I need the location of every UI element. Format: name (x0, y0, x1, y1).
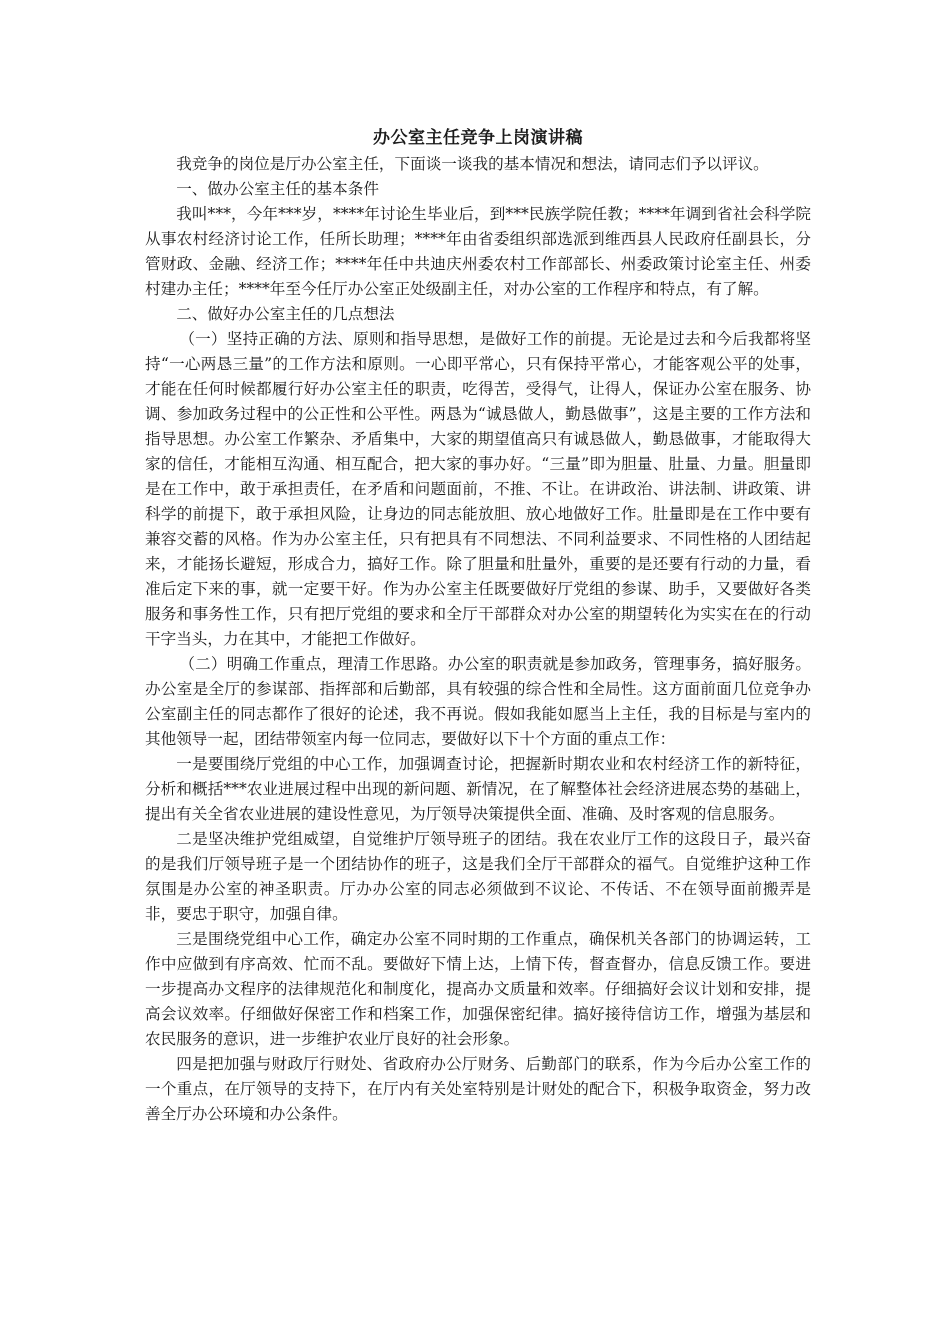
paragraph-method: （一）坚持正确的方法、原则和指导思想，是做好工作的前提。无论是过去和今后我都将坚持“一心两恳三量”的工作方法和原则。一心即平常心，只有保持平常心，才能客观公平的处事，才能在任何时候都履行好办公室主任的职责，吃得苦，受得气，让得人，保证办公室在服务、协调、参加政务过程中的公正性和公平性。两恳为“诚恳做人，勤恳做事”，这是主要的工作方法和指导思想。办公室工作繁杂、矛盾集中，大家的期望值高只有诚恳做人，勤恳做事，才能取得大家的信任，才能相互沟通、相互配合，把大家的事办好。“三量”即为胆量、肚量、力量。胆量即是在工作中，敢于承担责任，在矛盾和问题面前，不推、不让。在讲政治、讲法制、讲政策、讲科学的前提下，敢于承担风险，让身边的同志能放胆、放心地做好工作。肚量即是在工作中要有兼容交蓄的风格。作为办公室主任，只有把具有不同想法、不同利益要求、不同性格的人团结起来，才能扬长避短，形成合力，搞好工作。除了胆量和肚量外，重要的是还要有行动的力量，看准后定下来的事，就一定要干好。作为办公室主任既要做好厅党组的参谋、助手，又要做好各类服务和事务性工作，只有把厅党组的要求和全厅干部群众对办公室的期望转化为实实在在的行动干字当头，力在其中，才能把工作做好。 (145, 330, 811, 648)
section-heading-2: 二、做好办公室主任的几点想法 (176, 305, 395, 323)
document-title: 办公室主任竞争上岗演讲稿 (373, 128, 583, 148)
document-page (145, 124, 811, 1127)
intro-paragraph: 我竞争的岗位是厅办公室主任，下面谈一谈我的基本情况和想法，请同志们予以评议。 (176, 155, 769, 173)
paragraph-point-2: 二是坚决维护党组威望，自觉维护厅领导班子的团结。我在农业厅工作的这段日子，最兴奋的是我们厅领导班子是一个团结协作的班子，这是我们全厅干部群众的福气。自觉维护这种工作氛围是办公室的神圣职责。厅办办公室的同志必须做到不议论、不传话、不在领导面前搬弄是非，要忠于职守，加强自律。 (145, 830, 811, 923)
paragraph-focus: （二）明确工作重点，理清工作思路。办公室的职责就是参加政务，管理事务，搞好服务。办公室是全厅的参谋部、指挥部和后勤部，具有较强的综合性和全局性。这方面前面几位竞争办公室副主任的同志都作了很好的论述，我不再说。假如我能如愿当上主任，我的目标是与室内的其他领导一起，团结带领室内每一位同志，要做好以下十个方面的重点工作： (145, 655, 811, 748)
section-heading-1: 一、做办公室主任的基本条件 (176, 180, 379, 198)
paragraph-point-1: 一是要围绕厅党组的中心工作，加强调查讨论，把握新时期农业和农村经济工作的新特征，分析和概括***农业进展过程中出现的新问题、新情况，在了解整体社会经济进展态势的基础上，提出有关全省农业进展的建设性意见，为厅领导决策提供全面、准确、及时客观的信息服务。 (145, 755, 811, 823)
paragraph-background: 我叫***，今年***岁，****年讨论生毕业后，到***民族学院任教；****年调到省社会科学院从事农村经济讨论工作，任所长助理；****年由省委组织部选派到维西县人民政府任副县长，分管财政、金融、经济工作；****年任中共迪庆州委农村工作部部长、州委政策讨论室主任、州委村建办主任；****年至今任厅办公室正处级副主任，对办公室的工作程序和特点，有了解。 (145, 205, 811, 298)
paragraph-point-4: 四是把加强与财政厅行财处、省政府办公厅财务、后勤部门的联系，作为今后办公室工作的一个重点，在厅领导的支持下，在厅内有关处室特别是计财处的配合下，积极争取资金，努力改善全厅办公环境和办公条件。 (145, 1055, 811, 1123)
paragraph-point-3: 三是围绕党组中心工作，确定办公室不同时期的工作重点，确保机关各部门的协调运转，工作中应做到有序高效、忙而不乱。要做好下情上达，上情下传，督查督办，信息反馈工作。要进一步提高办文程序的法律规范化和制度化，提高办文质量和效率。仔细搞好会议计划和安排，提高会议效率。仔细做好保密工作和档案工作，加强保密纪律。搞好接待信访工作，增强为基层和农民服务的意识，进一步维护农业厅良好的社会形象。 (145, 930, 811, 1048)
